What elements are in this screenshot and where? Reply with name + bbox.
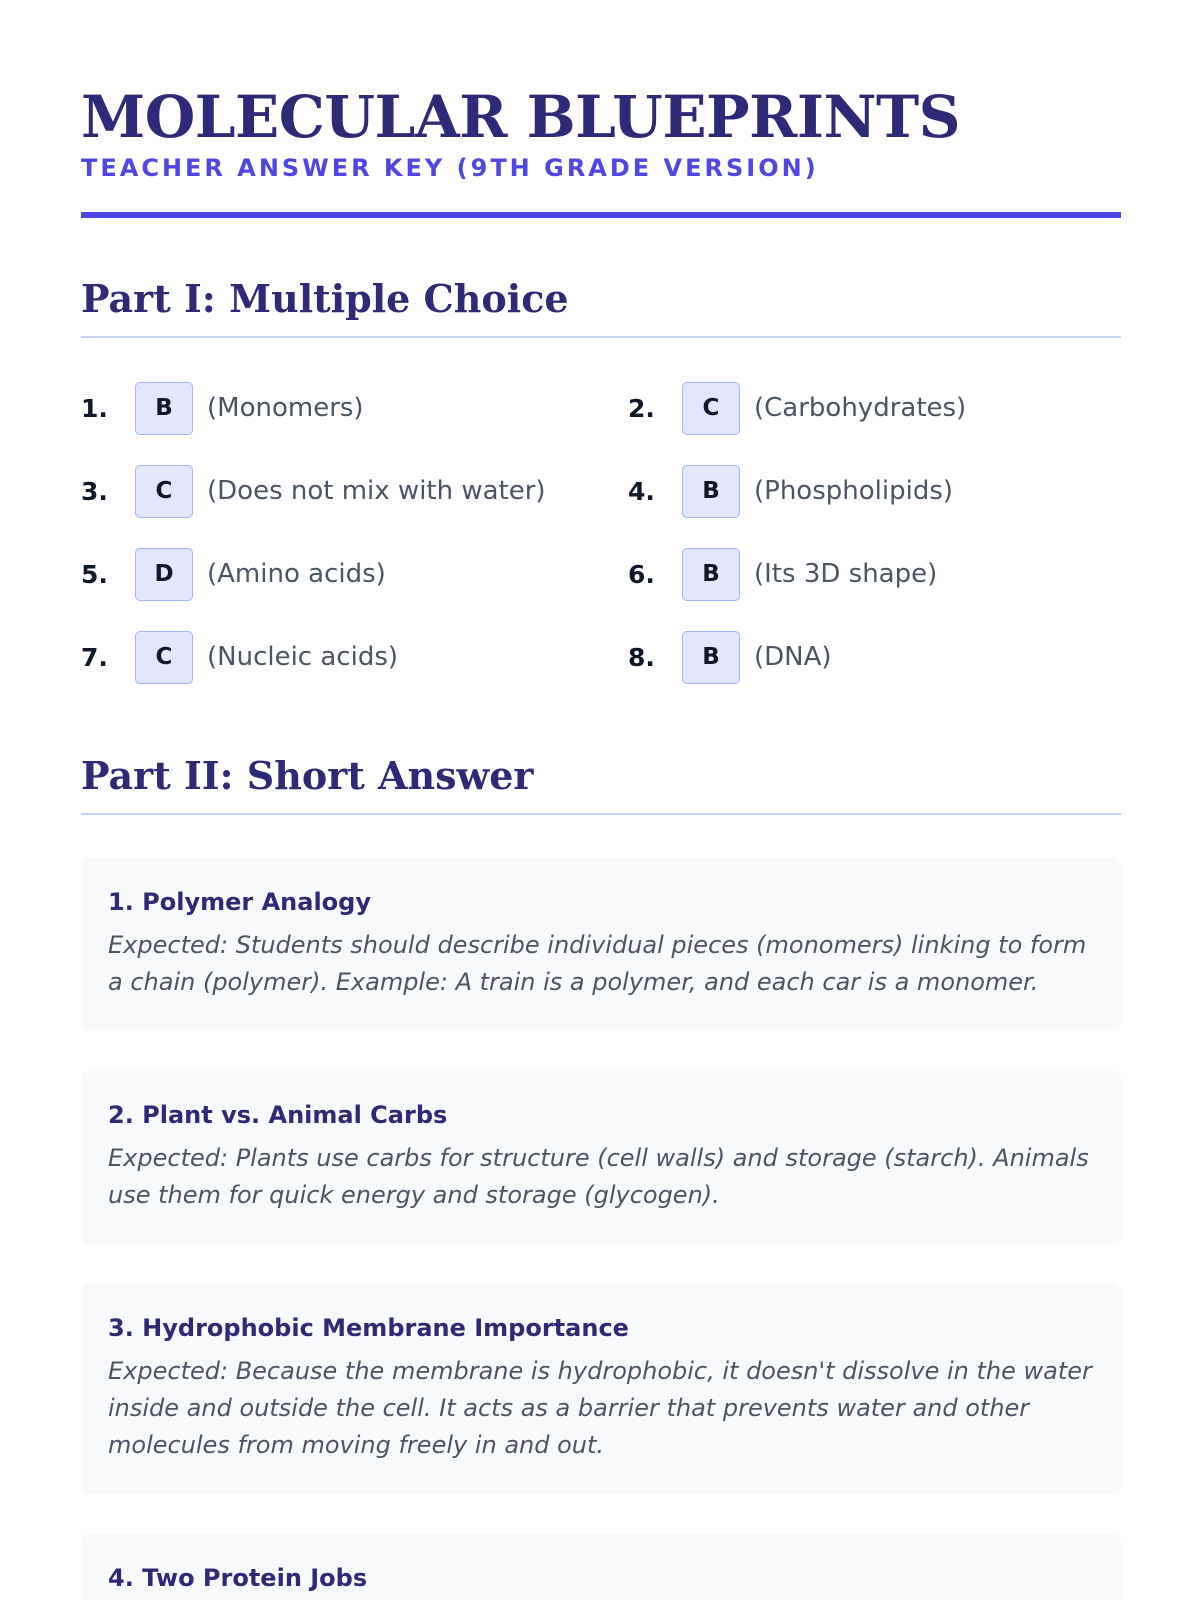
mc-question-number: 5. [81, 559, 108, 589]
short-answer-heading: 1. Polymer Analogy [108, 888, 371, 916]
mc-answer-letter-badge: B [682, 548, 740, 601]
mc-answer-letter-badge: B [135, 382, 193, 435]
mc-answer-item [628, 629, 1121, 685]
short-answer-card [81, 1534, 1121, 1600]
mc-answer-text: (Phospholipids) [754, 476, 954, 506]
mc-answer-letter-badge: C [135, 465, 193, 518]
mc-answer-item [81, 380, 628, 436]
short-answer-expected: Expected: Because the membrane is hydrophobic, it doesn't dissolve in the water inside and outside the cell. It acts as a barrier that prevents water and other molecules from moving freely in and out. [108, 1357, 1092, 1459]
mc-question-number: 7. [81, 642, 108, 672]
mc-answer-text: (Does not mix with water) [207, 476, 546, 506]
section-divider [81, 336, 1121, 338]
mc-question-number: 3. [81, 476, 108, 506]
mc-answer-text: (Its 3D shape) [754, 559, 938, 589]
mc-answer-letter-badge: C [682, 382, 740, 435]
mc-answer-text: (Carbohydrates) [754, 393, 967, 423]
mc-answer-text: (Monomers) [207, 393, 364, 423]
short-answer-heading: 4. Two Protein Jobs [108, 1564, 368, 1592]
mc-answer-letter-badge: B [682, 465, 740, 518]
short-answer-heading: 3. Hydrophobic Membrane Importance [108, 1314, 629, 1342]
short-answer-card [81, 858, 1121, 1031]
mc-answer-text: (DNA) [754, 642, 832, 672]
mc-answer-letter-badge: C [135, 631, 193, 684]
short-answer-list [81, 858, 1121, 1600]
mc-answer-item [628, 546, 1121, 602]
mc-question-number: 1. [81, 393, 108, 423]
page-subtitle: TEACHER ANSWER KEY (9TH GRADE VERSION) [81, 154, 819, 182]
section-title-multiple-choice: Part I: Multiple Choice [81, 276, 569, 321]
mc-question-number: 2. [628, 393, 655, 423]
short-answer-expected: Expected: Students should describe individual pieces (monomers) linking to form a chain (polymer). Example: A train is a polymer, and each car is a monomer. [108, 931, 1087, 996]
mc-question-number: 4. [628, 476, 655, 506]
title-divider [81, 212, 1121, 218]
section-title-short-answer: Part II: Short Answer [81, 753, 534, 798]
mc-answer-letter-badge: D [135, 548, 193, 601]
mc-answer-item [81, 546, 628, 602]
short-answer-heading: 2. Plant vs. Animal Carbs [108, 1101, 448, 1129]
mc-answer-item [81, 629, 628, 685]
mc-answer-item [628, 463, 1121, 519]
mc-answer-text: (Nucleic acids) [207, 642, 399, 672]
mc-question-number: 6. [628, 559, 655, 589]
mc-answer-item [628, 380, 1121, 436]
mc-answer-item [81, 463, 628, 519]
multiple-choice-answers [81, 380, 1121, 685]
mc-question-number: 8. [628, 642, 655, 672]
short-answer-card [81, 1071, 1121, 1244]
answer-key-page [81, 84, 1121, 1600]
mc-answer-text: (Amino acids) [207, 559, 386, 589]
mc-answer-letter-badge: B [682, 631, 740, 684]
section-divider [81, 813, 1121, 815]
page-title: MOLECULAR BLUEPRINTS [81, 83, 961, 151]
short-answer-expected: Expected: Plants use carbs for structure (cell walls) and storage (starch). Animals use them for quick energy and storage (glycogen). [108, 1144, 1089, 1209]
short-answer-card [81, 1284, 1121, 1494]
